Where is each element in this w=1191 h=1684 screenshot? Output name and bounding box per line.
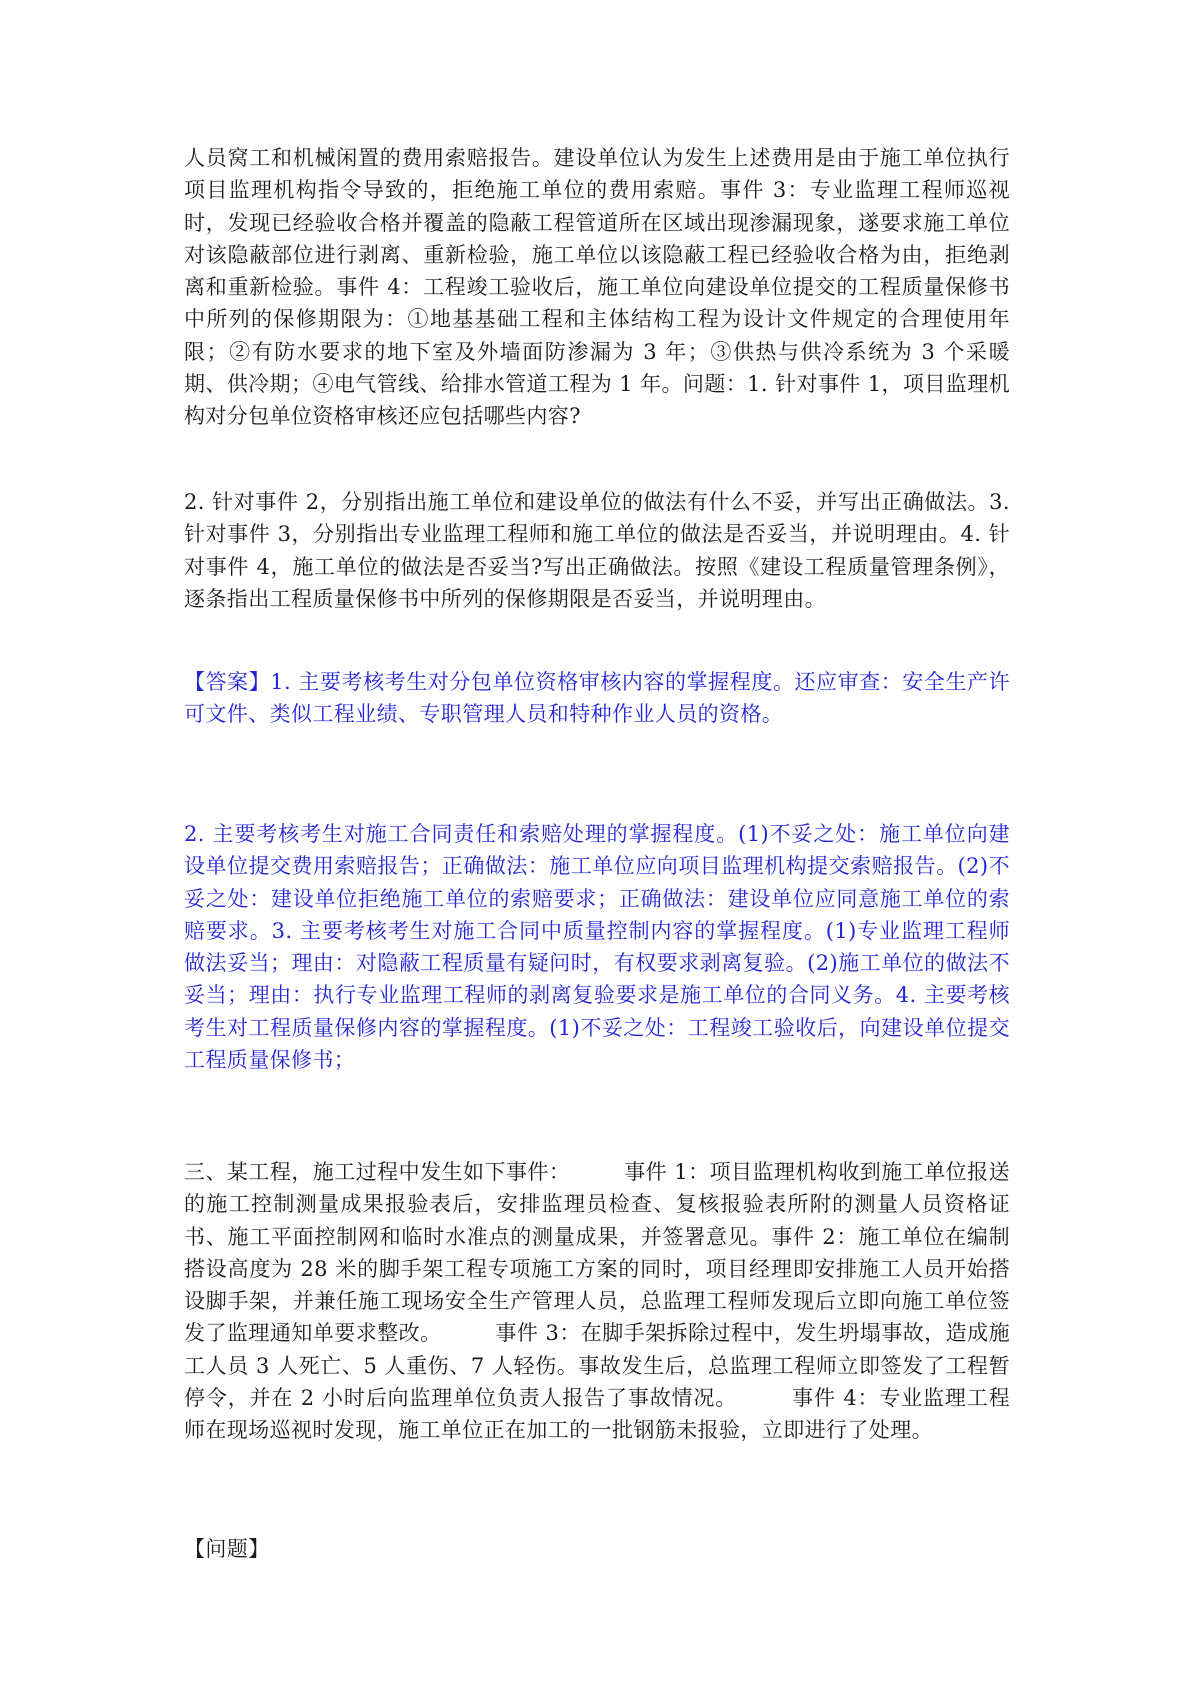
question-context-paragraph: 人员窝工和机械闲置的费用索赔报告。建设单位认为发生上述费用是由于施工单位执行项目监理机构指令导致的，拒绝施工单位的费用索赔。事件 3：专业监理工程师巡视时，发现已经验收合格并覆盖的隐蔽工程管道所在区域出现渗漏现象，遂要求施工单位对该隐蔽部位进行剥离、重新检验，施工单位以该隐蔽工程已经验收合格为由，拒绝剥离和重新检验。事件 4：工程竣工验收后，施工单位向建设单位提交的工程质量保修书中所列的保修期限为：①地基基础工程和主体结构工程为设计文件规定的合理使用年限；②有防水要求的地下室及外墙面防渗漏为 3 年；③供热与供冷系统为 3 个采暖期、供冷期；④电气管线、给排水管道工程为 1 年。问题：1. 针对事件 1，项目监理机构对分包单位资格审核还应包括哪些内容? bbox=[184, 146, 1010, 429]
question-list-paragraph: 2. 针对事件 2，分别指出施工单位和建设单位的做法有什么不妥，并写出正确做法。3. 针对事件 3，分别指出专业监理工程师和施工单位的做法是否妥当，并说明理由。4. 针对事件 4，施工单位的做法是否妥当?写出正确做法。按照《建设工程质量管理条例》，逐条指出工程质量保修书中所列的保修期限是否妥当，并说明理由。 bbox=[184, 490, 1010, 611]
questions-heading: 【问题】 bbox=[184, 1537, 270, 1561]
answer-paragraph-2: 2. 主要考核考生对施工合同责任和索赔处理的掌握程度。(1)不妥之处：施工单位向建设单位提交费用索赔报告；正确做法：施工单位应向项目监理机构提交索赔报告。(2)不妥之处：建设单位拒绝施工单位的索赔要求；正确做法：建设单位应同意施工单位的索赔要求。3. 主要考核考生对施工合同中质量控制内容的掌握程度。(1)专业监理工程师做法妥当；理由：对隐蔽工程质量有疑问时，有权要求剥离复验。(2)施工单位的做法不妥当；理由：执行专业监理工程师的剥离复验要求是施工单位的合同义务。4. 主要考核考生对工程质量保修内容的掌握程度。(1)不妥之处：工程竣工验收后，向建设单位提交工程质量保修书； bbox=[184, 822, 1010, 1073]
case-three-paragraph: 三、某工程，施工过程中发生如下事件： 事件 1：项目监理机构收到施工单位报送的施工控制测量成果报验表后，安排监理员检查、复核报验表所附的测量人员资格证书、施工平面控制网和临时水准点的测量成果，并签署意见。事件 2：施工单位在编制搭设高度为 28 米的脚手架工程专项施工方案的同时，项目经理即安排施工人员开始搭设脚手架，并兼任施工现场安全生产管理人员，总监理工程师发现后立即向施工单位签发了监理通知单要求整改。 事件 3：在脚手架拆除过程中，发生坍塌事故，造成施工人员 3 人死亡、5 人重伤、7 人轻伤。事故发生后，总监理工程师立即签发了工程暂停令，并在 2 小时后向监理单位负责人报告了事故情况。 事件 4：专业监理工程师在现场巡视时发现，施工单位正在加工的一批钢筋未报验，立即进行了处理。 bbox=[184, 1160, 1010, 1443]
answer-paragraph-1: 【答案】1. 主要考核考生对分包单位资格审核内容的掌握程度。还应审查：安全生产许可文件、类似工程业绩、专职管理人员和特种作业人员的资格。 bbox=[184, 670, 1010, 727]
